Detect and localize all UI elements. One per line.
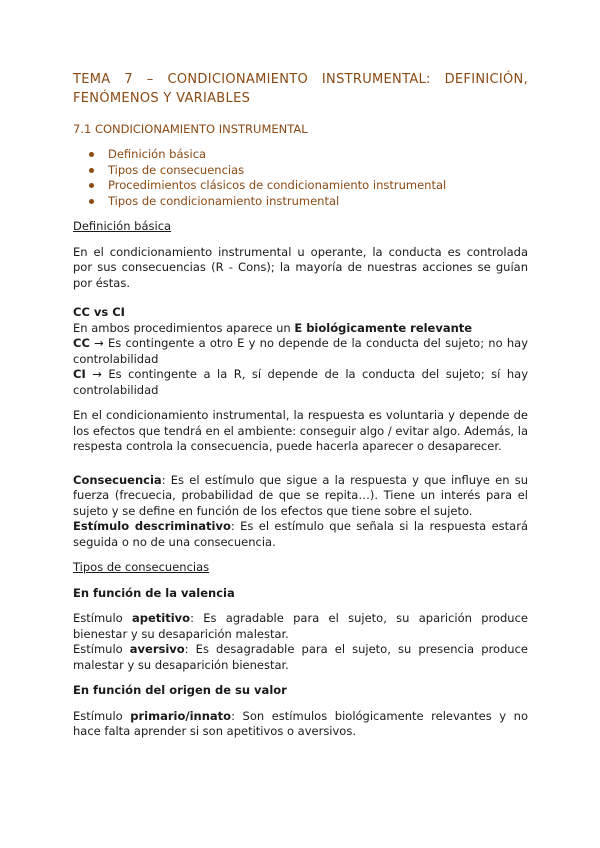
- bullet-icon: [89, 168, 94, 173]
- ci-definition: CI → Es contingente a la R, sí depende de la conducta del sujeto; sí hay controlabilidad: [73, 367, 528, 397]
- paragraph-voluntary-response: En el condicionamiento instrumental, la respuesta es voluntaria y depende de los efectos que tendrá en el ambiente: conseguir algo / evitar algo. Además, la respesta controla la consecuencia, puede hacerla aparecer o desaparecer.: [73, 408, 528, 453]
- bullet-icon: [89, 183, 94, 188]
- cc-ci-intro: En ambos procedimientos aparece un E biológicamente relevante: [73, 320, 473, 335]
- discriminativo-definition: Estímulo descriminativo: Es el estímulo que señala si la respuesta estará seguida o no de una consecuencia.: [73, 519, 528, 549]
- paragraph-definition: En el condicionamiento instrumental u operante, la conducta es controlada por sus consecuencias (R - Cons); la mayoría de nuestras acciones se guían por éstas.: [73, 244, 528, 290]
- page-title: TEMA 7 – CONDICIONAMIENTO INSTRUMENTAL: DEFINICIÓN,: [73, 72, 528, 87]
- apetitivo-definition: Estímulo apetitivo: Es agradable para el sujeto, su aparición produce bienestar y su desaparición malestar.: [73, 611, 528, 641]
- section-heading-tipos: Tipos de consecuencias: [73, 560, 210, 574]
- table-of-contents: [73, 147, 528, 209]
- page-title-line2: FENÓMENOS Y VARIABLES: [73, 91, 251, 106]
- cc-vs-ci-heading: CC vs CI: [73, 305, 125, 319]
- primario-definition: Estímulo primario/innato: Son estímulos biológicamente relevantes y no hace falta aprender si son apetitivos o aversivos.: [73, 708, 528, 738]
- toc-item: Definición básica: [89, 147, 528, 163]
- section-subtitle: 7.1 CONDICIONAMIENTO INSTRUMENTAL: [73, 122, 308, 136]
- consecuencia-definition: Consecuencia: Es el estímulo que sigue a la respuesta y que influye en su fuerza (frecuecia, probabilidad de que se repita…). Tiene un interés para el sujeto y se define en función de los efectos que tiene sobre el sujeto.: [73, 472, 528, 518]
- toc-item: Procedimientos clásicos de condicionamiento instrumental: [89, 178, 528, 194]
- toc-item: Tipos de consecuencias: [89, 163, 528, 179]
- cc-definition: CC → Es contingente a otro E y no depende de la conducta del sujeto; no hay controlabilidad: [73, 336, 528, 366]
- bullet-icon: [89, 152, 94, 157]
- toc-item: Tipos de condicionamiento instrumental: [89, 194, 528, 210]
- valencia-heading: En función de la valencia: [73, 585, 235, 600]
- origen-heading: En función del origen de su valor: [73, 683, 287, 697]
- section-heading-definicion: Definición básica: [73, 219, 172, 233]
- bullet-icon: [89, 199, 94, 204]
- aversivo-definition: Estímulo aversivo: Es desagradable para el sujeto, su presencia produce malestar y su desaparición bienestar.: [73, 642, 528, 672]
